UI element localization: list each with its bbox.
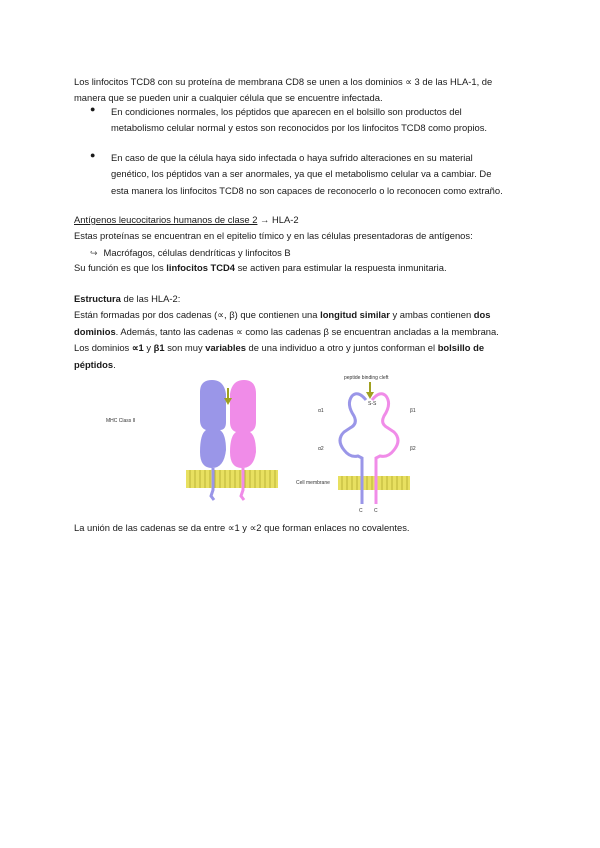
membrane-right bbox=[338, 476, 410, 490]
bullet-dot: ● bbox=[90, 150, 96, 160]
bullet-1-line-2: metabolismo celular normal y estos son reconocidos por los linfocitos TCD8 como propios. bbox=[111, 122, 488, 134]
bullet-1-line-1: En condiciones normales, los péptidos que aparecen en el bolsillo son productos del bbox=[111, 106, 462, 117]
section-hla2 bbox=[74, 212, 534, 245]
structure-line-2: dominios. Además, tanto las cadenas ∝ como las cadenas β se encuentran ancladas a la membrana. bbox=[74, 325, 499, 337]
section-heading bbox=[74, 212, 534, 228]
structure-line-4: péptidos. bbox=[74, 358, 116, 370]
c-terminal-left: C bbox=[359, 508, 363, 512]
alpha1-label: α1 bbox=[318, 408, 324, 414]
bullet-2-line-2: genético, los péptidos van a ser anormales, ya que el metabolismo celular va a cambiar. De bbox=[111, 168, 492, 180]
section-line-1: Estas proteínas se encuentran en el epitelio tímico y en las células presentadoras de antígenos: bbox=[74, 230, 473, 242]
intro-line-2: manera que se pueden unir a cualquier célula que se encuentre infectada. bbox=[74, 92, 383, 104]
intro-line-1: Los linfocitos TCD8 con su proteína de membrana CD8 se unen a los dominios ∝ 3 de las HLA-1, de bbox=[74, 76, 493, 87]
structure-section bbox=[74, 291, 534, 373]
arrow-icon: ↪ bbox=[90, 248, 98, 258]
sub-list-item bbox=[90, 245, 291, 261]
membrane-left bbox=[186, 470, 278, 488]
function-paragraph bbox=[74, 260, 534, 276]
func-post: se activen para estimular la respuesta inmunitaria. bbox=[235, 262, 447, 273]
c-terminal-right: C bbox=[374, 508, 378, 512]
peptide-cleft-label: peptide binding cleft bbox=[344, 375, 389, 381]
intro-paragraph bbox=[74, 74, 534, 107]
final-line: La unión de las cadenas se da entre ∝1 y ∝2 que forman enlaces no covalentes. bbox=[74, 522, 410, 533]
bullet-2-line-1: En caso de que la célula haya sido infectada o haya sufrido alteraciones en su material bbox=[111, 152, 473, 163]
beta2-label: β2 bbox=[410, 446, 416, 452]
bullet-dot: ● bbox=[90, 104, 96, 114]
final-paragraph bbox=[74, 520, 534, 536]
bullet-item-1 bbox=[92, 104, 532, 137]
bullet-2-line-3: esta manera los linfocitos TCD8 no son capaces de reconocerlo o lo reconocen como extraño. bbox=[111, 184, 503, 196]
ss-label: S-S bbox=[368, 401, 377, 407]
peptide-arrow-right-icon bbox=[366, 382, 374, 399]
alpha2-label: α2 bbox=[318, 446, 324, 452]
heading-underlined: Antígenos leucocitarios humanos de clase 2 bbox=[74, 214, 258, 225]
beta1-label: β1 bbox=[410, 408, 416, 414]
bullet-item-2 bbox=[92, 150, 532, 199]
mhc-class-ii-figure bbox=[100, 372, 520, 512]
membrane-label: Cell membrane bbox=[296, 480, 330, 486]
heading-rest: → HLA-2 bbox=[257, 214, 299, 225]
structure-line-3: Los dominios ∝1 y β1 son muy variables de una individuo a otro y juntos conforman el bolsillo de bbox=[74, 342, 485, 354]
func-bold: linfocitos TCD4 bbox=[166, 262, 236, 273]
structure-title: Estructura de las HLA-2: bbox=[74, 293, 181, 304]
mhc-class-label: MHC Class II bbox=[106, 418, 136, 424]
func-pre: Su función es que los bbox=[74, 262, 167, 273]
structure-line-1: Están formadas por dos cadenas (∝, β) que contienen una longitud similar y ambas contienen dos bbox=[74, 309, 491, 321]
sub-item-text: Macrófagos, células dendríticas y linfocitos B bbox=[103, 247, 291, 258]
